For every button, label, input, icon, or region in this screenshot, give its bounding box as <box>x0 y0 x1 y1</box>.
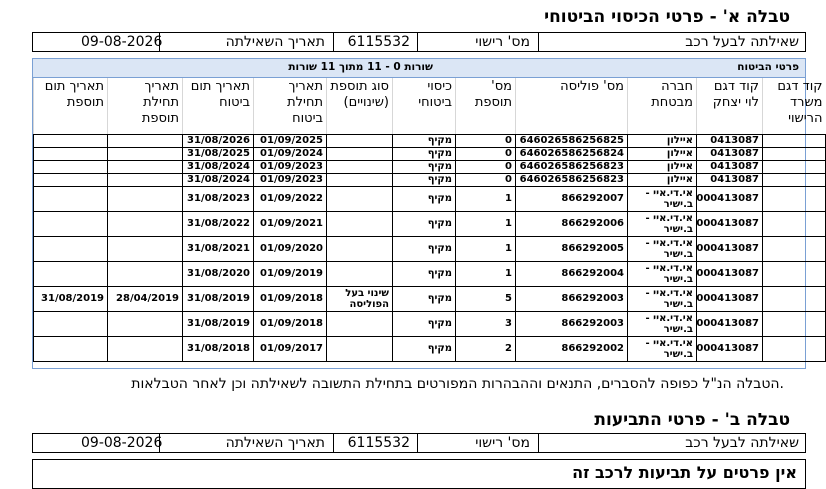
table-cell <box>34 147 108 160</box>
table-cell: אי.די.איי - ב.ישיר <box>628 286 697 311</box>
table-row <box>34 211 826 236</box>
table-cell: איילון <box>628 147 697 160</box>
table-cell <box>763 211 826 236</box>
table-cell: 0 <box>456 173 516 186</box>
table-cell: מקיף <box>393 147 456 160</box>
table-cell: 01/09/2025 <box>254 134 327 147</box>
table-cell: מקיף <box>393 186 456 211</box>
table-cell: 31/08/2022 <box>183 211 254 236</box>
table-cell: מקיף <box>393 173 456 186</box>
license-label: מס' רישוי <box>475 34 530 50</box>
table-cell: 0413087 <box>697 160 763 173</box>
table-cell: 31/08/2024 <box>183 173 254 186</box>
table-cell <box>763 147 826 160</box>
table-cell: 000413087 <box>697 186 763 211</box>
column-header: מס' פוליסה <box>516 78 628 134</box>
table-cell: 5 <box>456 286 516 311</box>
column-header: חברה מבטחת <box>628 78 697 134</box>
table-cell: 0 <box>456 147 516 160</box>
table-cell: 866292003 <box>516 286 628 311</box>
table-cell: 01/09/2023 <box>254 160 327 173</box>
table-row <box>34 186 826 211</box>
table-row <box>34 160 826 173</box>
table-cell <box>34 311 108 336</box>
table-row <box>34 236 826 261</box>
table-row <box>34 336 826 361</box>
column-header: כיסוי ביטוחי <box>393 78 456 134</box>
table-cell: מקיף <box>393 261 456 286</box>
query-box-a <box>32 32 806 52</box>
table-cell <box>108 311 183 336</box>
table-cell <box>34 261 108 286</box>
table-cell: 0413087 <box>697 173 763 186</box>
table-cell: 866292002 <box>516 336 628 361</box>
table-cell: שינוי בעל הפוליסה <box>327 286 393 311</box>
panel-header <box>33 59 805 78</box>
table-cell <box>763 311 826 336</box>
panel-title: פרטי הביטוח <box>737 61 799 73</box>
table-cell: 1 <box>456 261 516 286</box>
table-cell: 646026586256824 <box>516 147 628 160</box>
table-cell: 31/08/2025 <box>183 147 254 160</box>
table-note: הטבלה הנ"ל כפופה להסברים, התנאים וההבהרות המפורטים בתחילת התשובה לשאילתה וכן לאחר הטבלאות. <box>131 376 784 392</box>
table-cell: 000413087 <box>697 311 763 336</box>
table-a-title: טבלה א' - פרטי הכיסוי הביטוחי <box>544 7 790 27</box>
table-cell: 646026586256825 <box>516 134 628 147</box>
table-b-title: טבלה ב' - פרטי התביעות <box>594 410 790 430</box>
table-cell <box>763 134 826 147</box>
query-date-value-b: 09-08-2026 <box>81 435 163 451</box>
table-cell: 0 <box>456 134 516 147</box>
table-cell: 0413087 <box>697 134 763 147</box>
query-box-b <box>32 433 806 453</box>
license-value-b: 6115532 <box>347 435 410 451</box>
table-cell: 31/08/2019 <box>183 311 254 336</box>
table-cell <box>327 186 393 211</box>
table-cell: אי.די.איי - ב.ישיר <box>628 311 697 336</box>
insurance-details-panel <box>32 58 823 369</box>
column-header: תאריך תחילת ביטוח <box>254 78 327 134</box>
table-cell: 31/08/2019 <box>183 286 254 311</box>
table-row <box>34 134 826 147</box>
table-row <box>34 311 826 336</box>
table-cell: 0 <box>456 160 516 173</box>
table-cell <box>327 160 393 173</box>
table-cell <box>763 186 826 211</box>
table-cell: 1 <box>456 186 516 211</box>
table-cell: מקיף <box>393 211 456 236</box>
table-cell <box>34 134 108 147</box>
table-cell: 31/08/2024 <box>183 160 254 173</box>
table-cell: מקיף <box>393 236 456 261</box>
table-cell: 01/09/2024 <box>254 147 327 160</box>
table-cell <box>34 236 108 261</box>
table-cell: 1 <box>456 211 516 236</box>
table-cell: 01/09/2018 <box>254 286 327 311</box>
query-date-label: תאריך השאילתה <box>225 34 325 50</box>
no-claims-text: אין פרטים על תביעות לרכב זה <box>572 463 797 482</box>
table-cell <box>763 236 826 261</box>
table-cell <box>108 173 183 186</box>
table-cell: מקיף <box>393 336 456 361</box>
table-cell <box>108 236 183 261</box>
table-cell: 31/08/2020 <box>183 261 254 286</box>
table-cell <box>327 261 393 286</box>
table-cell: איילון <box>628 173 697 186</box>
table-cell: 01/09/2019 <box>254 261 327 286</box>
table-cell: 000413087 <box>697 236 763 261</box>
table-row <box>34 261 826 286</box>
table-cell: 01/09/2021 <box>254 211 327 236</box>
table-cell: 31/08/2019 <box>34 286 108 311</box>
table-cell <box>108 261 183 286</box>
table-cell <box>763 286 826 311</box>
column-header: תאריך תחילת תוספת <box>108 78 183 134</box>
table-cell <box>763 336 826 361</box>
table-cell <box>763 173 826 186</box>
table-cell: 31/08/2018 <box>183 336 254 361</box>
insurance-table <box>33 78 826 362</box>
table-cell: 31/08/2026 <box>183 134 254 147</box>
owner-query-label-b: שאילתה לבעל רכב <box>685 435 799 451</box>
table-row <box>34 173 826 186</box>
table-cell <box>327 211 393 236</box>
table-cell: 646026586256823 <box>516 173 628 186</box>
table-cell <box>34 336 108 361</box>
table-cell <box>34 211 108 236</box>
table-cell: אי.די.איי - ב.ישיר <box>628 211 697 236</box>
table-cell: 000413087 <box>697 286 763 311</box>
table-cell <box>34 173 108 186</box>
table-cell: 866292003 <box>516 311 628 336</box>
table-cell: מקיף <box>393 134 456 147</box>
table-cell <box>327 236 393 261</box>
table-cell: 2 <box>456 336 516 361</box>
column-header: סוג תוספת (שינויים) <box>327 78 393 134</box>
table-cell: מקיף <box>393 286 456 311</box>
table-cell: 01/09/2020 <box>254 236 327 261</box>
table-cell: 3 <box>456 311 516 336</box>
table-cell <box>108 134 183 147</box>
table-row <box>34 286 826 311</box>
table-cell: 31/08/2021 <box>183 236 254 261</box>
table-cell <box>108 186 183 211</box>
query-date-label-b: תאריך השאילתה <box>225 435 325 451</box>
table-cell: 01/09/2022 <box>254 186 327 211</box>
table-cell: 646026586256823 <box>516 160 628 173</box>
table-cell: אי.די.איי - ב.ישיר <box>628 236 697 261</box>
table-cell <box>327 336 393 361</box>
table-cell <box>763 261 826 286</box>
table-cell <box>327 173 393 186</box>
table-cell: אי.די.איי - ב.ישיר <box>628 336 697 361</box>
table-cell: 01/09/2018 <box>254 311 327 336</box>
license-label-b: מס' רישוי <box>475 435 530 451</box>
table-cell: 866292005 <box>516 236 628 261</box>
table-cell: 1 <box>456 236 516 261</box>
table-cell <box>327 134 393 147</box>
table-cell: אי.די.איי - ב.ישיר <box>628 261 697 286</box>
table-cell <box>327 311 393 336</box>
no-claims-box <box>32 459 806 489</box>
table-cell: 01/09/2023 <box>254 173 327 186</box>
table-cell <box>108 336 183 361</box>
table-cell: מקיף <box>393 311 456 336</box>
table-cell: 866292007 <box>516 186 628 211</box>
table-row <box>34 147 826 160</box>
table-cell: 000413087 <box>697 336 763 361</box>
table-cell <box>108 160 183 173</box>
table-cell: מקיף <box>393 160 456 173</box>
table-cell <box>34 160 108 173</box>
table-cell: איילון <box>628 160 697 173</box>
table-cell: 28/04/2019 <box>108 286 183 311</box>
table-cell: 866292004 <box>516 261 628 286</box>
owner-query-label: שאילתה לבעל רכב <box>685 34 799 50</box>
column-header: קוד דגם משרד הרישוי <box>763 78 826 134</box>
table-cell <box>763 160 826 173</box>
table-cell: 866292006 <box>516 211 628 236</box>
column-header: תאריך תום ביטוח <box>183 78 254 134</box>
license-value: 6115532 <box>347 34 410 50</box>
table-cell <box>108 147 183 160</box>
table-cell: 000413087 <box>697 211 763 236</box>
table-cell: 0413087 <box>697 147 763 160</box>
column-header: מס' תוספת <box>456 78 516 134</box>
table-cell <box>34 186 108 211</box>
table-cell: איילון <box>628 134 697 147</box>
table-cell <box>327 147 393 160</box>
table-cell <box>108 211 183 236</box>
column-header: תאריך תום תוספת <box>34 78 108 134</box>
column-header: קוד דגם לוי יצחק <box>697 78 763 134</box>
query-date-value: 09-08-2026 <box>81 34 163 50</box>
table-cell: אי.די.איי - ב.ישיר <box>628 186 697 211</box>
table-cell: 31/08/2023 <box>183 186 254 211</box>
rows-info: שורות 0 - 11 מתוך 11 שורות <box>288 61 433 73</box>
table-cell: 01/09/2017 <box>254 336 327 361</box>
table-cell: 000413087 <box>697 261 763 286</box>
